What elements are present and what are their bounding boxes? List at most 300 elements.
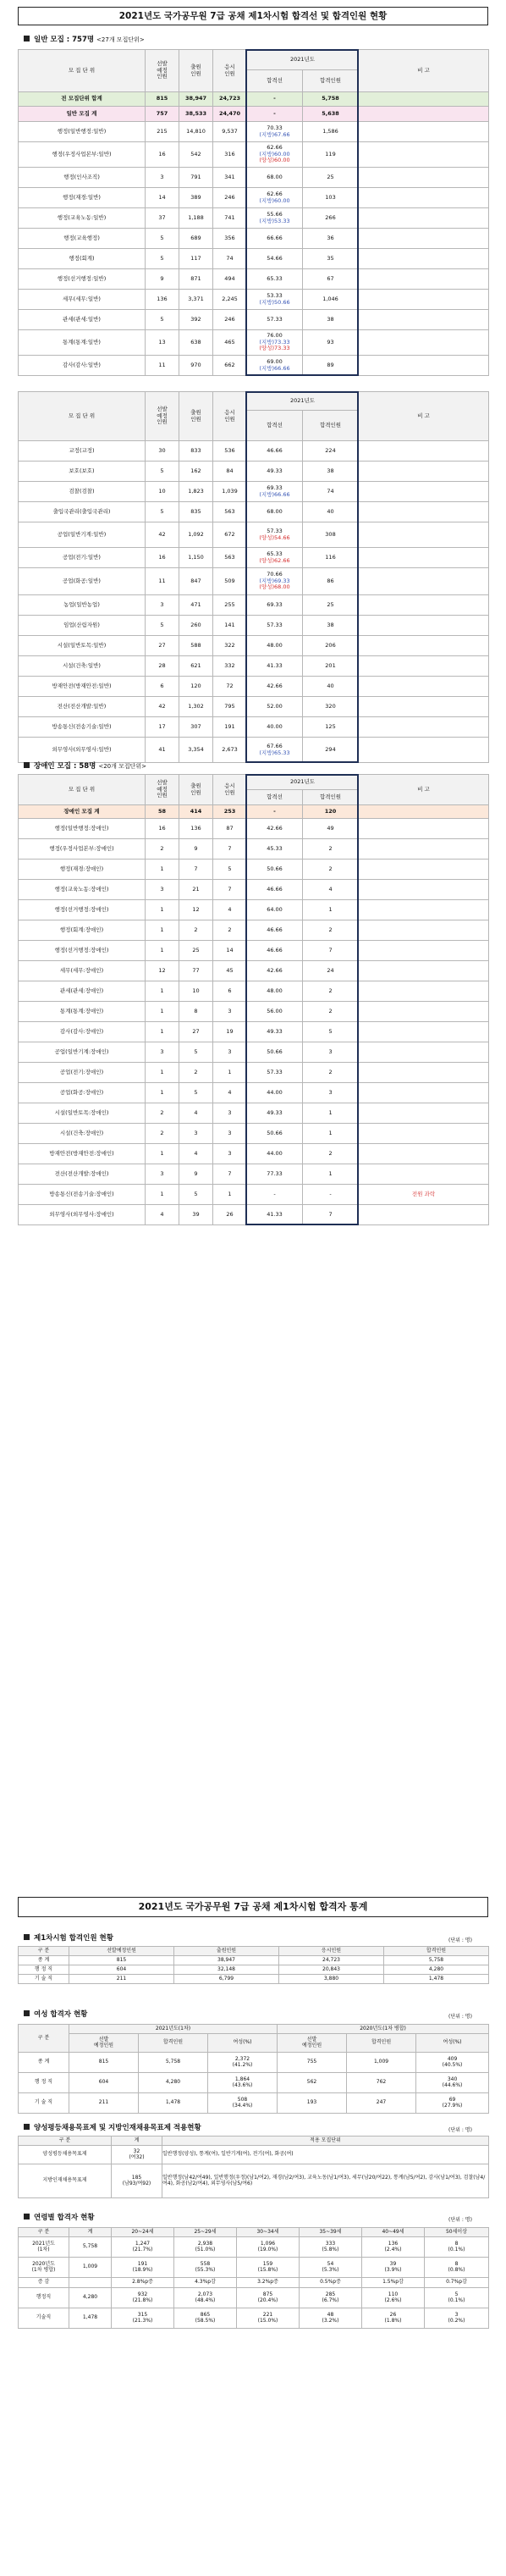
row-label: 공업(화공:일반) — [19, 568, 146, 595]
table-cell: 17 — [146, 717, 179, 738]
table-row — [19, 2308, 489, 2329]
table-cell: 전원 과락 — [359, 1185, 489, 1205]
table-cell: 1 — [146, 1063, 179, 1083]
table-row — [19, 310, 489, 330]
table-cell: 3.2%p증 — [237, 2278, 300, 2288]
row-label: 외무영사(외무영사:장애인) — [19, 1205, 146, 1225]
table-cell: 16 — [146, 548, 179, 568]
table-cell — [359, 1022, 489, 1042]
table-cell: - — [247, 1185, 303, 1205]
table-cell — [359, 482, 489, 502]
table-cell — [359, 330, 489, 356]
table-cell: 50.66 — [247, 1124, 303, 1144]
table-cell: 193 — [278, 2093, 347, 2114]
table-row — [19, 1022, 489, 1042]
table-cell: 316 — [213, 142, 247, 168]
table-cell: 65.33 (양성)62.66 — [247, 548, 303, 568]
row-label: 감사(감사:일반) — [19, 356, 146, 376]
table-cell: 6,799 — [174, 1975, 279, 1984]
table-cell: 847 — [179, 568, 213, 595]
table-cell — [359, 522, 489, 548]
table-cell — [359, 656, 489, 677]
table-cell: 7 — [303, 1205, 359, 1225]
table-cell: 12 — [179, 900, 213, 920]
table-cell: 356 — [213, 229, 247, 249]
table-cell: 5 — [179, 1185, 213, 1205]
table-cell: 815 — [69, 2053, 139, 2073]
table-cell: 68.00 — [247, 502, 303, 522]
row-label: 시설(일반토목:일반) — [19, 636, 146, 656]
table-cell — [359, 356, 489, 376]
table-cell: 1 — [213, 1063, 247, 1083]
table-cell: 지방인재채용목표제 — [19, 2164, 112, 2198]
row-label: 관세(관세:장애인) — [19, 981, 146, 1002]
header-cell: 구 분 — [19, 2137, 112, 2146]
table-cell: 1,009 — [347, 2053, 416, 2073]
table-cell — [359, 805, 489, 819]
row-label: 공업(일반기계:장애인) — [19, 1042, 146, 1063]
table-cell: 1,302 — [179, 697, 213, 717]
table-cell: 67.66 (지방)65.33 — [247, 738, 303, 763]
table-cell: 24,723 — [213, 92, 247, 107]
table-cell: 3 — [179, 1124, 213, 1144]
table-cell: 20,843 — [279, 1965, 384, 1975]
table-cell: 70.33 (지방)67.66 — [247, 122, 303, 142]
table-cell: 42.66 — [247, 961, 303, 981]
header-pass: 합격인원 — [303, 70, 359, 92]
table-cell: 19 — [213, 1022, 247, 1042]
table-cell: 68.00 — [247, 168, 303, 188]
table-cell: 40.00 — [247, 717, 303, 738]
header-cut: 합격선 — [247, 790, 303, 805]
table-cell — [69, 2278, 112, 2288]
table-cell: 185 (남93/여92) — [112, 2164, 162, 2198]
table-cell: 332 — [213, 656, 247, 677]
table-cell — [359, 1164, 489, 1185]
table-cell — [359, 920, 489, 941]
header-cell: 25~29세 — [174, 2228, 237, 2237]
table-row — [19, 2146, 489, 2164]
table-cell: 509 — [213, 568, 247, 595]
table-cell: 162 — [179, 462, 213, 482]
table-row — [19, 717, 489, 738]
header-cell: 2021년도(1차) — [69, 2025, 278, 2034]
table-cell: 56.00 — [247, 1002, 303, 1022]
table-cell: 4,280 — [384, 1965, 489, 1975]
header-cell: 선발 예정 인원 — [146, 775, 179, 805]
table-cell: 285 (6.7%) — [300, 2288, 362, 2308]
table-cell: 10 — [146, 482, 179, 502]
table-cell — [359, 188, 489, 208]
table-row — [19, 462, 489, 482]
table-cell: 66.66 — [247, 229, 303, 249]
table-cell: 1 — [146, 1185, 179, 1205]
header-cell: 여성(%) — [416, 2034, 489, 2053]
table-cell: 54 (5.3%) — [300, 2258, 362, 2278]
table-cell: 2 — [303, 920, 359, 941]
table-cell: 414 — [179, 805, 213, 819]
table-row — [19, 860, 489, 880]
table-cell: 3 — [303, 1042, 359, 1063]
row-label: 관세(관세:일반) — [19, 310, 146, 330]
general-table-1 — [18, 49, 489, 376]
table-cell: 9 — [179, 1164, 213, 1185]
table-cell: 77.33 — [247, 1164, 303, 1185]
table-cell: 49 — [303, 819, 359, 839]
row-label: 감사(감사:장애인) — [19, 1022, 146, 1042]
table-cell: 5,758 — [384, 1956, 489, 1965]
table-cell: 3 — [213, 1144, 247, 1164]
table-cell: 604 — [69, 1965, 174, 1975]
table-cell: 558 (55.3%) — [174, 2258, 237, 2278]
table-row — [19, 482, 489, 502]
header-cut: 합격선 — [247, 411, 303, 441]
s4-heading: 연령별 합격자 현황 — [24, 2212, 95, 2222]
table-cell: 1,009 — [69, 2258, 112, 2278]
table-cell: 36 — [303, 229, 359, 249]
table-cell: 136 — [146, 290, 179, 310]
table-row — [19, 1124, 489, 1144]
table-cell: 3 — [146, 880, 179, 900]
table-cell: 12 — [146, 961, 179, 981]
table-cell: 1 — [146, 941, 179, 961]
table-cell: 46.66 — [247, 941, 303, 961]
table-cell: 46.66 — [247, 880, 303, 900]
table-cell: 4 — [213, 900, 247, 920]
s1-table — [18, 1946, 489, 1984]
table-cell: 2,073 (48.4%) — [174, 2288, 237, 2308]
table-cell: 604 — [69, 2073, 139, 2093]
row-label: 방재안전(방재안전:일반) — [19, 677, 146, 697]
table-row — [19, 636, 489, 656]
header-cell: 30~34세 — [237, 2228, 300, 2237]
table-cell: 494 — [213, 269, 247, 290]
table-row — [19, 92, 489, 107]
table-cell — [359, 860, 489, 880]
table-cell: 159 (15.8%) — [237, 2258, 300, 2278]
table-row — [19, 2258, 489, 2278]
disabled-table — [18, 774, 489, 1225]
table-cell: 1 — [303, 1124, 359, 1144]
table-cell — [359, 636, 489, 656]
table-cell: 1,478 — [139, 2093, 208, 2114]
page-title: 2021년도 국가공무원 7급 공채 제1차시험 합격선 및 합격인원 현황 — [18, 7, 488, 25]
table-cell: 기 술 직 — [19, 2093, 69, 2114]
table-cell: 44.00 — [247, 1083, 303, 1103]
row-label: 행정(일반행정:장애인) — [19, 819, 146, 839]
table-cell: 45 — [213, 961, 247, 981]
table-cell: 5 — [146, 249, 179, 269]
table-cell: 21 — [179, 880, 213, 900]
table-cell — [359, 738, 489, 763]
s2-heading: 여성 합격자 현황 — [24, 2009, 87, 2019]
table-cell: 1 — [303, 900, 359, 920]
table-cell: 247 — [347, 2093, 416, 2114]
row-label: 보호(보호) — [19, 462, 146, 482]
table-cell: 종 계 — [19, 2053, 69, 2073]
table-cell — [359, 839, 489, 860]
table-cell: 35 — [303, 249, 359, 269]
header-cell: 구 분 — [19, 2228, 69, 2237]
table-cell: 40 — [303, 677, 359, 697]
header-cell: 35~39세 — [300, 2228, 362, 2237]
table-row — [19, 290, 489, 310]
table-cell: 27 — [146, 636, 179, 656]
table-cell: 69.33 — [247, 595, 303, 616]
table-cell: 389 — [179, 188, 213, 208]
header-cell: 적용 모집단위 — [162, 2137, 489, 2146]
table-cell: 38,533 — [179, 107, 213, 122]
table-row — [19, 502, 489, 522]
table-cell: 563 — [213, 548, 247, 568]
table-cell: 5,638 — [303, 107, 359, 122]
row-label: 전산(전산개발:장애인) — [19, 1164, 146, 1185]
table-cell: 9,537 — [213, 122, 247, 142]
table-cell: 37 — [146, 208, 179, 229]
table-cell: 409 (40.5%) — [416, 2053, 489, 2073]
table-cell: 10 — [179, 981, 213, 1002]
table-cell: 종 계 — [19, 1956, 69, 1965]
table-cell: - — [303, 1185, 359, 1205]
table-cell: 행 정 직 — [19, 2073, 69, 2093]
table-row — [19, 616, 489, 636]
table-cell: 기 술 직 — [19, 1975, 69, 1984]
table-cell: 588 — [179, 636, 213, 656]
s3-heading: 양성평등채용목표제 및 지방인재채용목표제 적용현황 — [24, 2122, 201, 2132]
table-cell: 54.66 — [247, 249, 303, 269]
table-cell: 0.7%p감 — [425, 2278, 489, 2288]
table-cell: 266 — [303, 208, 359, 229]
table-row — [19, 961, 489, 981]
table-cell: 215 — [146, 122, 179, 142]
table-row — [19, 1975, 489, 1984]
table-cell: 87 — [213, 819, 247, 839]
table-cell: 757 — [146, 107, 179, 122]
table-cell: 11 — [146, 568, 179, 595]
table-cell: 49.33 — [247, 1103, 303, 1124]
table-cell: 672 — [213, 522, 247, 548]
table-cell: 40 — [303, 502, 359, 522]
table-cell: 74 — [213, 249, 247, 269]
table-cell: 4 — [303, 880, 359, 900]
table-cell: 3 — [213, 1002, 247, 1022]
header-cell: 20~24세 — [112, 2228, 174, 2237]
table-cell — [359, 462, 489, 482]
table-cell: 14,810 — [179, 122, 213, 142]
table-row — [19, 595, 489, 616]
table-cell — [359, 961, 489, 981]
bullet-icon — [24, 762, 30, 768]
table-cell: 16 — [146, 819, 179, 839]
table-cell: 741 — [213, 208, 247, 229]
table-cell: 57.33 — [247, 1063, 303, 1083]
table-cell: 9 — [179, 839, 213, 860]
table-row — [19, 1042, 489, 1063]
table-cell: 41.33 — [247, 656, 303, 677]
header-cell: 40~49세 — [362, 2228, 425, 2237]
header-cell: 선발예정인원 — [69, 1947, 174, 1956]
table-row — [19, 142, 489, 168]
table-row — [19, 356, 489, 376]
row-label: 공업(전기:일반) — [19, 548, 146, 568]
table-cell: 260 — [179, 616, 213, 636]
table-cell: 211 — [69, 2093, 139, 2114]
table-cell: 1,478 — [384, 1975, 489, 1984]
table-cell — [359, 1042, 489, 1063]
table-cell: 49.33 — [247, 1022, 303, 1042]
header-cell: 응시 인원 — [213, 392, 247, 441]
table-cell: 5 — [146, 462, 179, 482]
table-cell: 315 (21.3%) — [112, 2308, 174, 2329]
row-label: 일반 모집 계 — [19, 107, 146, 122]
row-label: 행정(교육행정) — [19, 229, 146, 249]
table-row — [19, 819, 489, 839]
table-cell: 39 (3.9%) — [362, 2258, 425, 2278]
header-year: 2021년도 — [247, 50, 359, 70]
table-cell: 224 — [303, 441, 359, 462]
table-cell: 5 (0.1%) — [425, 2288, 489, 2308]
table-cell: 7 — [213, 880, 247, 900]
table-cell: 689 — [179, 229, 213, 249]
header-cell: 응시 인원 — [213, 775, 247, 805]
table-row — [19, 2053, 489, 2073]
table-cell: 양성평등채용목표제 — [19, 2146, 112, 2164]
table-cell: 3 — [146, 595, 179, 616]
table-cell: 5 — [179, 1083, 213, 1103]
table-cell: 932 (21.8%) — [112, 2288, 174, 2308]
header-cell: 선발 예정인원 — [278, 2034, 347, 2053]
table-row — [19, 1063, 489, 1083]
table-cell: 57.33 — [247, 310, 303, 330]
row-label: 행정(인사조직) — [19, 168, 146, 188]
table-cell: 2 — [179, 1063, 213, 1083]
table-cell: 3 — [146, 1164, 179, 1185]
table-cell: 2020년도 (1차 병합) — [19, 2258, 69, 2278]
table-cell — [359, 290, 489, 310]
header-pass: 합격인원 — [303, 790, 359, 805]
table-row — [19, 1083, 489, 1103]
table-cell: 55.66 (지방)53.33 — [247, 208, 303, 229]
table-cell: 125 — [303, 717, 359, 738]
table-cell: 7 — [213, 1164, 247, 1185]
table-cell: 8 — [179, 1002, 213, 1022]
table-cell: 6 — [213, 981, 247, 1002]
table-cell: 4 — [213, 1083, 247, 1103]
table-cell: 563 — [213, 502, 247, 522]
row-label: 출입국관리(출입국관리) — [19, 502, 146, 522]
table-cell: 42.66 — [247, 677, 303, 697]
table-cell: 69.33 (지방)66.66 — [247, 482, 303, 502]
table-cell: 3,371 — [179, 290, 213, 310]
table-row — [19, 920, 489, 941]
table-cell: 970 — [179, 356, 213, 376]
table-cell: 1,046 — [303, 290, 359, 310]
row-label: 임업(산림자원) — [19, 616, 146, 636]
stats-title: 2021년도 국가공무원 7급 공채 제1차시험 합격자 통계 — [18, 1897, 488, 1917]
header-cell: 여성(%) — [208, 2034, 278, 2053]
table-cell: 120 — [179, 677, 213, 697]
table-cell: 5,758 — [303, 92, 359, 107]
table-cell — [359, 568, 489, 595]
row-label: 시설(건축:일반) — [19, 656, 146, 677]
table-cell: 662 — [213, 356, 247, 376]
table-row — [19, 330, 489, 356]
table-cell — [359, 168, 489, 188]
table-cell: 621 — [179, 656, 213, 677]
header-cell: 응시 인원 — [213, 50, 247, 92]
table-cell: 26 (1.8%) — [362, 2308, 425, 2329]
table-cell: 25 — [303, 595, 359, 616]
table-cell: 1 — [146, 1144, 179, 1164]
table-cell: 27 — [179, 1022, 213, 1042]
header-cell: 출원 인원 — [179, 775, 213, 805]
disabled-heading: 장애인 모집 : 58명 <20개 모집단위> — [24, 760, 146, 771]
table-cell: 5 — [179, 1042, 213, 1063]
table-cell — [359, 441, 489, 462]
row-label: 외무영사(외무영사:일반) — [19, 738, 146, 763]
table-cell: 1,478 — [69, 2308, 112, 2329]
table-cell: 536 — [213, 441, 247, 462]
table-cell: 5,758 — [69, 2237, 112, 2258]
table-cell: 1,247 (21.7%) — [112, 2237, 174, 2258]
table-row — [19, 1103, 489, 1124]
table-cell: 42 — [146, 697, 179, 717]
table-cell: 762 — [347, 2073, 416, 2093]
table-cell — [359, 717, 489, 738]
table-cell: 201 — [303, 656, 359, 677]
table-cell: 38,947 — [174, 1956, 279, 1965]
table-cell: 333 (5.8%) — [300, 2237, 362, 2258]
table-cell — [359, 1144, 489, 1164]
table-cell: 1 — [146, 860, 179, 880]
table-cell: 4,280 — [69, 2288, 112, 2308]
table-cell: 13 — [146, 330, 179, 356]
table-cell: 30 — [146, 441, 179, 462]
table-cell: 340 (44.6%) — [416, 2073, 489, 2093]
table-cell: 1,150 — [179, 548, 213, 568]
table-cell: 1 — [146, 981, 179, 1002]
row-label: 행정(선거행정:일반) — [19, 269, 146, 290]
table-cell: 2,938 (51.0%) — [174, 2237, 237, 2258]
table-cell: 1,823 — [179, 482, 213, 502]
table-row — [19, 188, 489, 208]
table-row — [19, 441, 489, 462]
s3-table — [18, 2136, 489, 2198]
table-cell: 49.33 — [247, 462, 303, 482]
table-cell: 5 — [146, 502, 179, 522]
table-cell: 211 — [69, 1975, 174, 1984]
table-cell: 638 — [179, 330, 213, 356]
table-cell: 74 — [303, 482, 359, 502]
table-cell: 2,372 (41.2%) — [208, 2053, 278, 2073]
table-cell: 16 — [146, 142, 179, 168]
general-table-2 — [18, 391, 489, 763]
table-row — [19, 2164, 489, 2198]
table-cell: 69 (27.9%) — [416, 2093, 489, 2114]
table-row — [19, 805, 489, 819]
table-cell: 1,092 — [179, 522, 213, 548]
table-cell: 46.66 — [247, 920, 303, 941]
row-label: 교정(교정) — [19, 441, 146, 462]
table-row — [19, 107, 489, 122]
header-cut: 합격선 — [247, 70, 303, 92]
table-cell — [359, 819, 489, 839]
header-cell: 선발 예정 인원 — [146, 392, 179, 441]
table-cell: 45.33 — [247, 839, 303, 860]
table-row — [19, 548, 489, 568]
row-label: 행정(재경:일반) — [19, 188, 146, 208]
header-unit: 모 집 단 위 — [19, 392, 146, 441]
